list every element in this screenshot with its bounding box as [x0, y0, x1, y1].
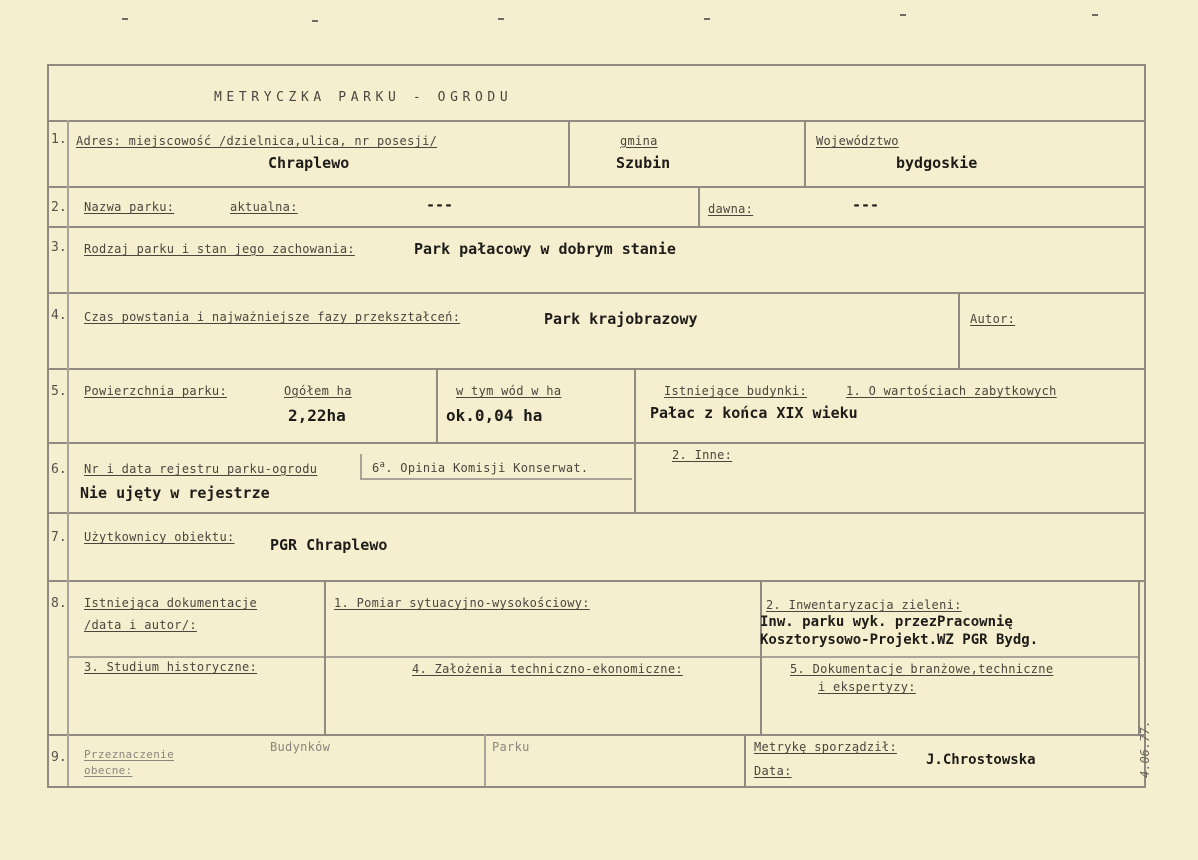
stray-mark [312, 20, 318, 22]
voivodeship-value: bydgoskie [896, 154, 978, 172]
water-area-label: w tym wód w ha [456, 384, 562, 398]
former-name-label: dawna: [708, 202, 754, 216]
date-label: Data: [754, 764, 792, 778]
row-number: 1. [51, 132, 67, 147]
creation-time-label: Czas powstania i najważniejsze fazy przekształceń: [84, 310, 461, 324]
total-area-value: 2,22ha [288, 406, 346, 425]
address-value: Chraplewo [268, 154, 350, 172]
tech-economic-label: 4. Założenia techniczno-ekonomiczne: [412, 662, 683, 676]
gmina-label: gmina [620, 134, 658, 148]
purpose-label: Przeznaczenie [84, 748, 174, 761]
divider-v [804, 120, 806, 186]
divider [48, 120, 1146, 122]
users-label: Użytkownicy obiektu: [84, 530, 235, 544]
park-type-value: Park pałacowy w dobrym stanie [414, 240, 676, 258]
frame-bottom [48, 786, 1146, 788]
stray-mark [704, 18, 710, 20]
row-number: 4. [51, 308, 67, 323]
current-name-value: --- [426, 196, 454, 214]
frame-top [48, 64, 1146, 66]
other-buildings-label: 2. Inne: [672, 448, 733, 462]
stray-mark [1092, 14, 1098, 16]
registry-value: Nie ujęty w rejestrze [80, 484, 270, 502]
water-area-value: ok.0,04 ha [446, 406, 543, 425]
row-number: 5. [51, 384, 67, 399]
row-number: 3. [51, 240, 67, 255]
divider [48, 292, 1146, 294]
frame-right [1144, 64, 1146, 788]
stray-mark [498, 18, 504, 20]
registry-label: Nr i data rejestru parku-ogrodu [84, 462, 318, 476]
gmina-value: Szubin [616, 154, 671, 172]
number-column-line [67, 120, 69, 786]
divider [48, 580, 1146, 582]
park-name-label: Nazwa parku: [84, 200, 175, 214]
divider-v [324, 580, 326, 734]
history-study-label: 3. Studium historyczne: [84, 660, 258, 674]
divider [48, 442, 1146, 444]
frame-left [47, 64, 49, 788]
area-label: Powierzchnia parku: [84, 384, 227, 398]
divider-v [484, 734, 486, 786]
form-title: METRYCZKA PARKU - OGRODU [214, 90, 513, 105]
divider [48, 368, 1146, 370]
row-number: 9. [51, 750, 67, 765]
branch-docs-label: 5. Dokumentacje branżowe,techniczne [790, 662, 1054, 676]
survey-label: 1. Pomiar sytuacyjno-wysokościowy: [334, 596, 590, 610]
buildings-label: Istniejące budynki: [664, 384, 807, 398]
divider [360, 478, 632, 480]
divider [48, 186, 1146, 188]
divider-v [634, 368, 636, 512]
park-type-label: Rodzaj parku i stan jego zachowania: [84, 242, 355, 256]
divider-v [1138, 580, 1140, 734]
documentation-label: Istniejąca dokumentacje [84, 596, 258, 610]
divider-v [958, 292, 960, 368]
creation-time-value: Park krajobrazowy [544, 310, 698, 328]
author-label: Autor: [970, 312, 1016, 326]
divider-v [436, 368, 438, 442]
greenery-label: 2. Inwentaryzacja zieleni: [766, 598, 962, 612]
row-number: 2. [51, 200, 67, 215]
row-number: 8. [51, 596, 67, 611]
greenery-value-2: Kosztorysowo-Projekt.WZ PGR Bydg. [760, 632, 1039, 648]
divider-v [568, 120, 570, 186]
divider [48, 734, 1146, 736]
greenery-value-1: Inw. parku wyk. przezPracownię [760, 614, 1013, 630]
purpose-label-2: obecne: [84, 764, 133, 777]
row-number: 6. [51, 462, 67, 477]
row-number: 7. [51, 530, 67, 545]
stray-mark [122, 18, 128, 20]
purpose-buildings-label: Budynków [270, 740, 331, 754]
historic-buildings-value: Pałac z końca XIX wieku [650, 404, 858, 422]
users-value: PGR Chraplewo [270, 536, 388, 554]
divider-v [360, 454, 362, 480]
stray-mark [900, 14, 906, 16]
margin-note: 4.06.77. [1138, 720, 1152, 778]
divider-v [698, 186, 700, 226]
divider [48, 512, 1146, 514]
historic-buildings-label: 1. O wartościach zabytkowych [846, 384, 1057, 398]
purpose-park-label: Parku [492, 740, 530, 754]
total-area-label: Ogółem ha [284, 384, 352, 398]
made-by-label: Metrykę sporządził: [754, 740, 897, 754]
divider-v [760, 580, 762, 734]
former-name-value: --- [852, 196, 880, 214]
divider [68, 656, 1138, 658]
conservation-opinion-label: 6$^a$. Opinia Komisji Konserwat. [372, 460, 589, 475]
branch-docs-label-2: i ekspertyzy: [818, 680, 916, 694]
made-by-value: J.Chrostowska [926, 752, 1036, 768]
divider-v [744, 734, 746, 786]
documentation-label-2: /data i autor/: [84, 618, 197, 632]
address-label: Adres: miejscowość /dzielnica,ulica, nr posesji/ [76, 134, 438, 148]
voivodeship-label: Województwo [816, 134, 899, 148]
current-name-label: aktualna: [230, 200, 298, 214]
divider [48, 226, 1146, 228]
